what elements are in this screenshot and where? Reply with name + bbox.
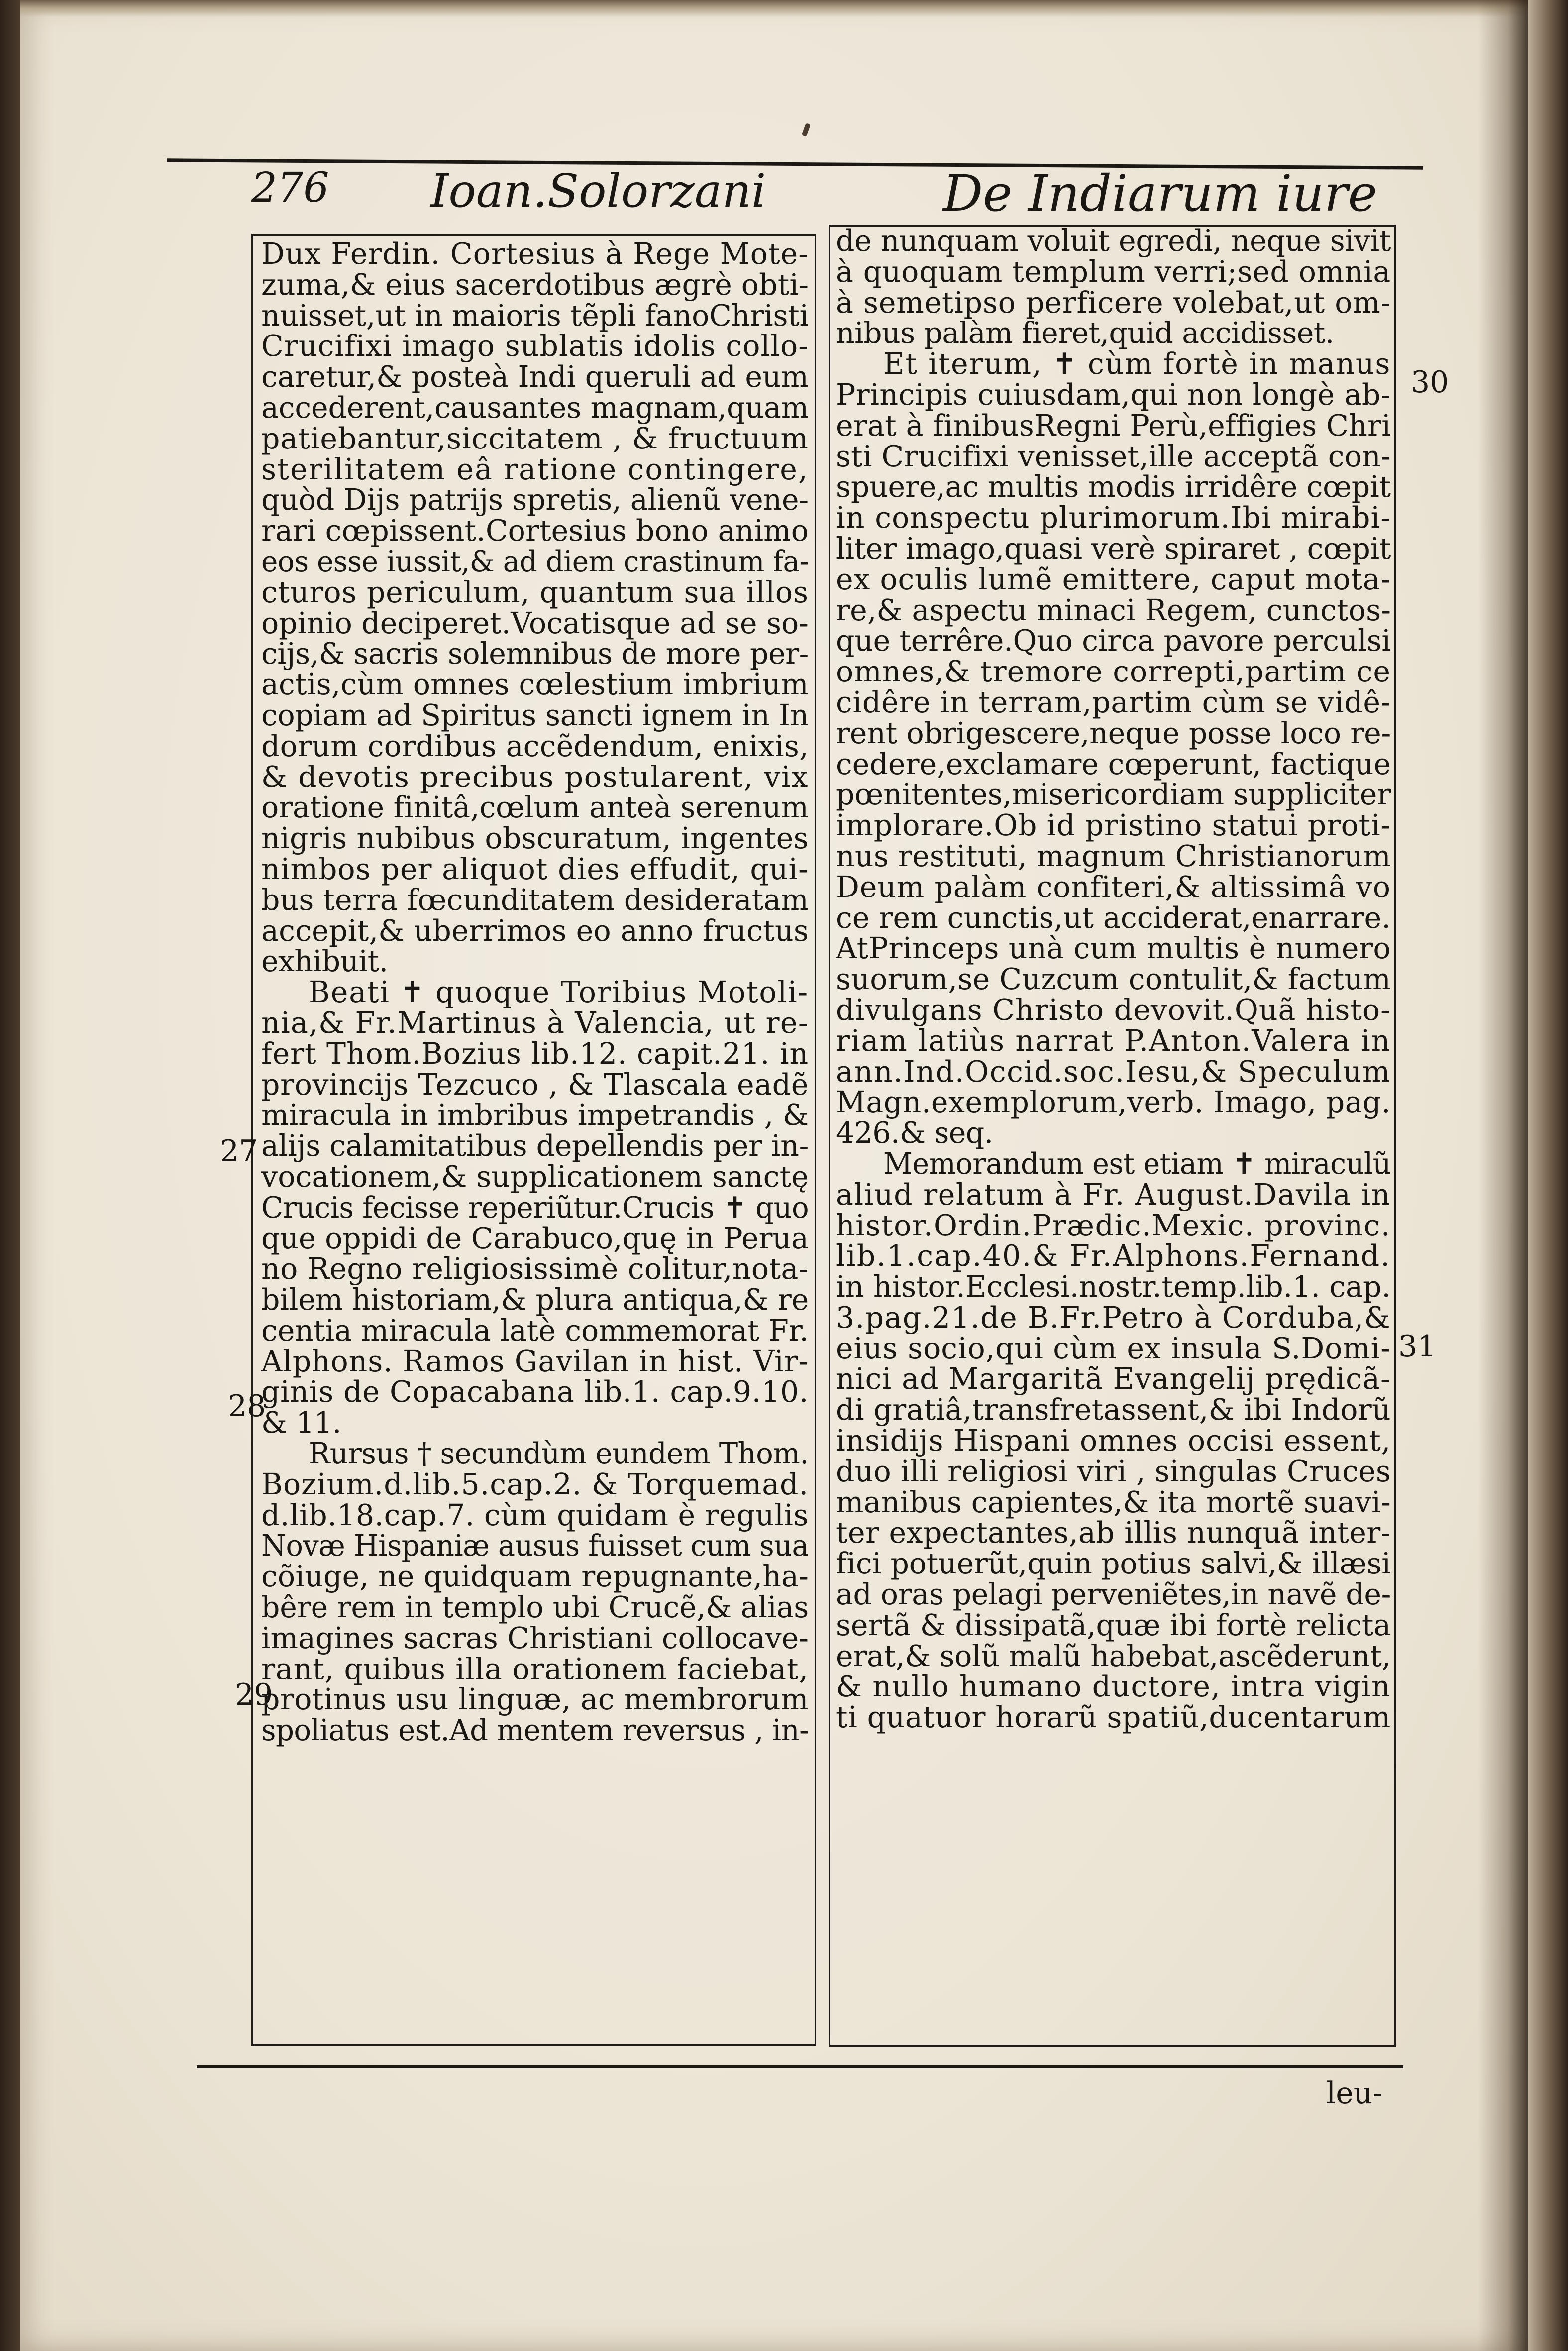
text-line: à semetipso perficere volebat,ut om- <box>836 285 1391 320</box>
text-line: actis,cùm omnes cœlestium imbrium <box>261 668 809 702</box>
text-line: eos esse iussit,& ad diem crastinum fa- <box>261 544 809 578</box>
text-line: in conspectu plurimorum.Ibi mirabi- <box>836 501 1391 535</box>
text-line: dorum cordibus accẽdendum, enixis, <box>261 729 809 763</box>
text-line: sti Crucifixi venisset,ille acceptã con- <box>836 439 1391 473</box>
text-line: nus restituti, magnum Christianorum <box>836 839 1391 873</box>
text-line: Magn.exemplorum,verb. Imago, pag. <box>836 1085 1391 1120</box>
text-line: aliud relatum à Fr. August.Davila in <box>836 1177 1391 1212</box>
text-line: ex oculis lumẽ emittere, caput mota- <box>836 562 1391 596</box>
text-line: nigris nubibus obscuratum, ingentes <box>261 821 809 856</box>
text-line: spuere,ac multis modis irridêre cœpit <box>836 470 1391 504</box>
page-top-edge <box>20 0 1528 17</box>
text-line: à quoquam templum verri;sed omnia <box>836 254 1391 289</box>
text-line: manibus capientes,& ita mortẽ suavi- <box>836 1485 1391 1519</box>
text-line: alijs calamitatibus depellendis per in- <box>261 1129 809 1163</box>
text-line: oratione finitâ,cœlum anteà serenum <box>261 790 809 825</box>
text-line: centia miracula latè commemorat Fr. <box>261 1313 809 1347</box>
text-line: de nunquam voluit egredi, neque sivit <box>836 224 1391 258</box>
text-line: Alphons. Ramos Gavilan in hist. Vir- <box>261 1344 809 1378</box>
text-line: & 11. <box>261 1406 341 1440</box>
catchword: leu- <box>1326 2076 1383 2111</box>
text-line: bilem historiam,& plura antiqua,& re <box>261 1283 809 1317</box>
text-line: histor.Ordin.Prædic.Mexic. provinc. <box>836 1208 1391 1242</box>
text-line: quòd Dijs patrijs spretis, alienũ vene- <box>261 483 809 517</box>
text-line: vocationem,& supplicationem sanctę <box>261 1159 809 1194</box>
text-line: ti quatuor horarũ spatiũ,ducentarum <box>836 1700 1391 1735</box>
text-line: miracula in imbribus impetrandis , & <box>261 1098 809 1132</box>
text-line: re,& aspectu minaci Regem, cunctos- <box>836 593 1391 627</box>
text-line: bus terra fœcunditatem desideratam <box>261 883 809 917</box>
text-line: no Regno religiosissimè colitur,nota- <box>261 1252 809 1286</box>
text-line: exhibuit. <box>261 944 388 979</box>
margin-number-30: 30 <box>1411 365 1449 400</box>
text-line: Bozium.d.lib.5.cap.2. & Torquemad. <box>261 1467 809 1501</box>
text-line: cijs,& sacris solemnibus de more per- <box>261 637 809 671</box>
left-column-text <box>261 239 809 1746</box>
text-line: nici ad Margaritã Evangelij prędicã- <box>836 1362 1391 1396</box>
text-line: ce rem cunctis,ut acciderat,enarrare. <box>836 900 1391 935</box>
text-line: cidêre in terram,partim cùm se vidê- <box>836 685 1391 719</box>
text-line: accepit,& uberrimos eo anno fructus <box>261 913 809 948</box>
text-line: liter imago,quasi verè spiraret , cœpit <box>836 531 1391 565</box>
text-line: Novæ Hispaniæ ausus fuisset cum sua <box>261 1529 809 1563</box>
text-line: spoliatus est.Ad mentem reversus , in- <box>261 1713 809 1748</box>
text-line: que terrêre.Quo circa pavore perculsi <box>836 624 1391 658</box>
text-line: in histor.Ecclesi.nostr.temp.lib.1. cap. <box>836 1270 1391 1304</box>
text-line: 3.pag.21.de B.Fr.Petro à Corduba,& <box>836 1300 1391 1335</box>
text-line: caretur,& posteà Indi queruli ad eum <box>261 360 809 394</box>
text-line: Deum palàm confiteri,& altissimâ vo <box>836 870 1391 904</box>
text-line: & devotis precibus postularent, vix <box>261 760 809 794</box>
text-line: opinio deciperet.Vocatisque ad se so- <box>261 606 809 640</box>
text-line: Crucis fecisse reperiũtur.Crucis ✝ quo <box>261 1190 809 1225</box>
text-line: ginis de Copacabana lib.1. cap.9.10. <box>261 1375 809 1409</box>
running-head-right: De Indiarum iure <box>943 164 1377 223</box>
text-line: eius socio,qui cùm ex insula S.Domi- <box>836 1331 1391 1365</box>
page-gutter-shadow <box>1478 0 1528 2351</box>
text-line: fert Thom.Bozius lib.12. capit.21. in <box>261 1036 809 1071</box>
text-line: protinus usu linguæ, ac membrorum <box>261 1682 809 1717</box>
text-line: rant, quibus illa orationem faciebat, <box>261 1652 809 1686</box>
margin-number-29: 29 <box>235 1678 273 1712</box>
text-line: ad oras pelagi perveniẽtes,in navẽ de- <box>836 1577 1391 1612</box>
text-line: lib.1.cap.40.& Fr.Alphons.Fernand. <box>836 1239 1391 1273</box>
running-head-left: Ioan.Solorzani <box>430 164 766 218</box>
text-line: Crucifixi imago sublatis idolis collo- <box>261 329 809 363</box>
margin-number-27: 27 <box>220 1134 258 1169</box>
text-line: patiebantur,siccitatem , & fructuum <box>261 421 809 455</box>
text-line: nimbos per aliquot dies effudit, qui- <box>261 852 809 886</box>
text-line: sterilitatem eâ ratione contingere, <box>261 452 809 486</box>
text-line: pœnitentes,misericordiam suppliciter <box>836 778 1391 812</box>
text-line: rent obrigescere,neque posse loco re- <box>836 716 1391 750</box>
text-line: omnes,& tremore correpti,partim ce <box>836 655 1391 689</box>
text-line: cõiuge, ne quidquam repugnante,ha- <box>261 1560 809 1594</box>
margin-number-28: 28 <box>228 1389 266 1424</box>
text-line: que oppidi de Carabuco,quę in Perua <box>261 1221 809 1255</box>
text-line: fici potuerũt,quin potius salvi,& illæsi <box>836 1547 1391 1581</box>
text-line: & nullo humano ductore, intra vigin <box>836 1670 1391 1704</box>
text-line: erat,& solũ malũ habebat,ascẽderunt, <box>836 1639 1391 1673</box>
text-line: 426.& seq. <box>836 1116 993 1150</box>
text-line: ann.Ind.Occid.soc.Iesu,& Speculum <box>836 1054 1391 1089</box>
text-line: nuisset,ut in maioris tẽpli fanoChristi <box>261 298 809 333</box>
text-line: cturos periculum, quantum sua illos <box>261 575 809 609</box>
text-line: nibus palàm fieret,quid accidisset. <box>836 316 1334 350</box>
text-line: nia,& Fr.Martinus à Valencia, ut re- <box>261 1006 809 1040</box>
text-line: cedere,exclamare cœperunt, factique <box>836 747 1391 781</box>
text-line: Principis cuiusdam,qui non longè ab- <box>836 377 1391 412</box>
text-line: provincijs Tezcuco , & Tlascala eadẽ <box>261 1067 809 1102</box>
text-line: insidijs Hispani omnes occisi essent, <box>836 1424 1391 1458</box>
text-line: AtPrinceps unà cum multis è numero <box>836 931 1391 966</box>
text-line: Et iterum, ✝ cùm fortè in manus <box>883 347 1391 381</box>
text-line: suorum,se Cuzcum contulit,& factum <box>836 962 1391 997</box>
right-column-text <box>836 226 1391 1733</box>
text-line: d.lib.18.cap.7. cùm quidam è regulis <box>261 1498 809 1532</box>
text-line: ter expectantes,ab illis nunquã inter- <box>836 1516 1391 1550</box>
text-line: zuma,& eius sacerdotibus ægrè obti- <box>261 267 809 302</box>
text-line: rari cœpissent.Cortesius bono animo <box>261 514 809 548</box>
text-line: Dux Ferdin. Cortesius à Rege Mote- <box>261 237 809 271</box>
text-line: riam latiùs narrat P.Anton.Valera in <box>836 1023 1391 1058</box>
text-line: copiam ad Spiritus sancti ignem in In <box>261 698 809 732</box>
text-line: di gratiâ,transfretassent,& ibi Indorũ <box>836 1393 1391 1427</box>
text-line: Beati ✝ quoque Toribius Motoli- <box>309 975 809 1009</box>
text-line: accederent,causantes magnam,quam <box>261 390 809 425</box>
page-number: 276 <box>251 164 329 212</box>
margin-number-31: 31 <box>1398 1329 1437 1364</box>
text-line: sertã & dissipatã,quæ ibi fortè relicta <box>836 1608 1391 1642</box>
text-line: implorare.Ob id pristino statui proti- <box>836 808 1391 843</box>
text-line: imagines sacras Christiani collocave- <box>261 1621 809 1655</box>
text-line: erat à finibusRegni Perù,effigies Chri <box>836 408 1391 443</box>
text-line: Rursus † secundùm eundem Thom. <box>309 1437 809 1471</box>
footer-rule <box>197 2065 1403 2068</box>
text-line: duo illi religiosi viri , singulas Cruces <box>836 1454 1391 1488</box>
text-line: divulgans Christo devovit.Quã histo- <box>836 993 1391 1027</box>
text-line: bêre rem in templo ubi Crucẽ,& alias <box>261 1590 809 1625</box>
text-line: Memorandum est etiam ✝ miraculũ <box>883 1146 1391 1181</box>
